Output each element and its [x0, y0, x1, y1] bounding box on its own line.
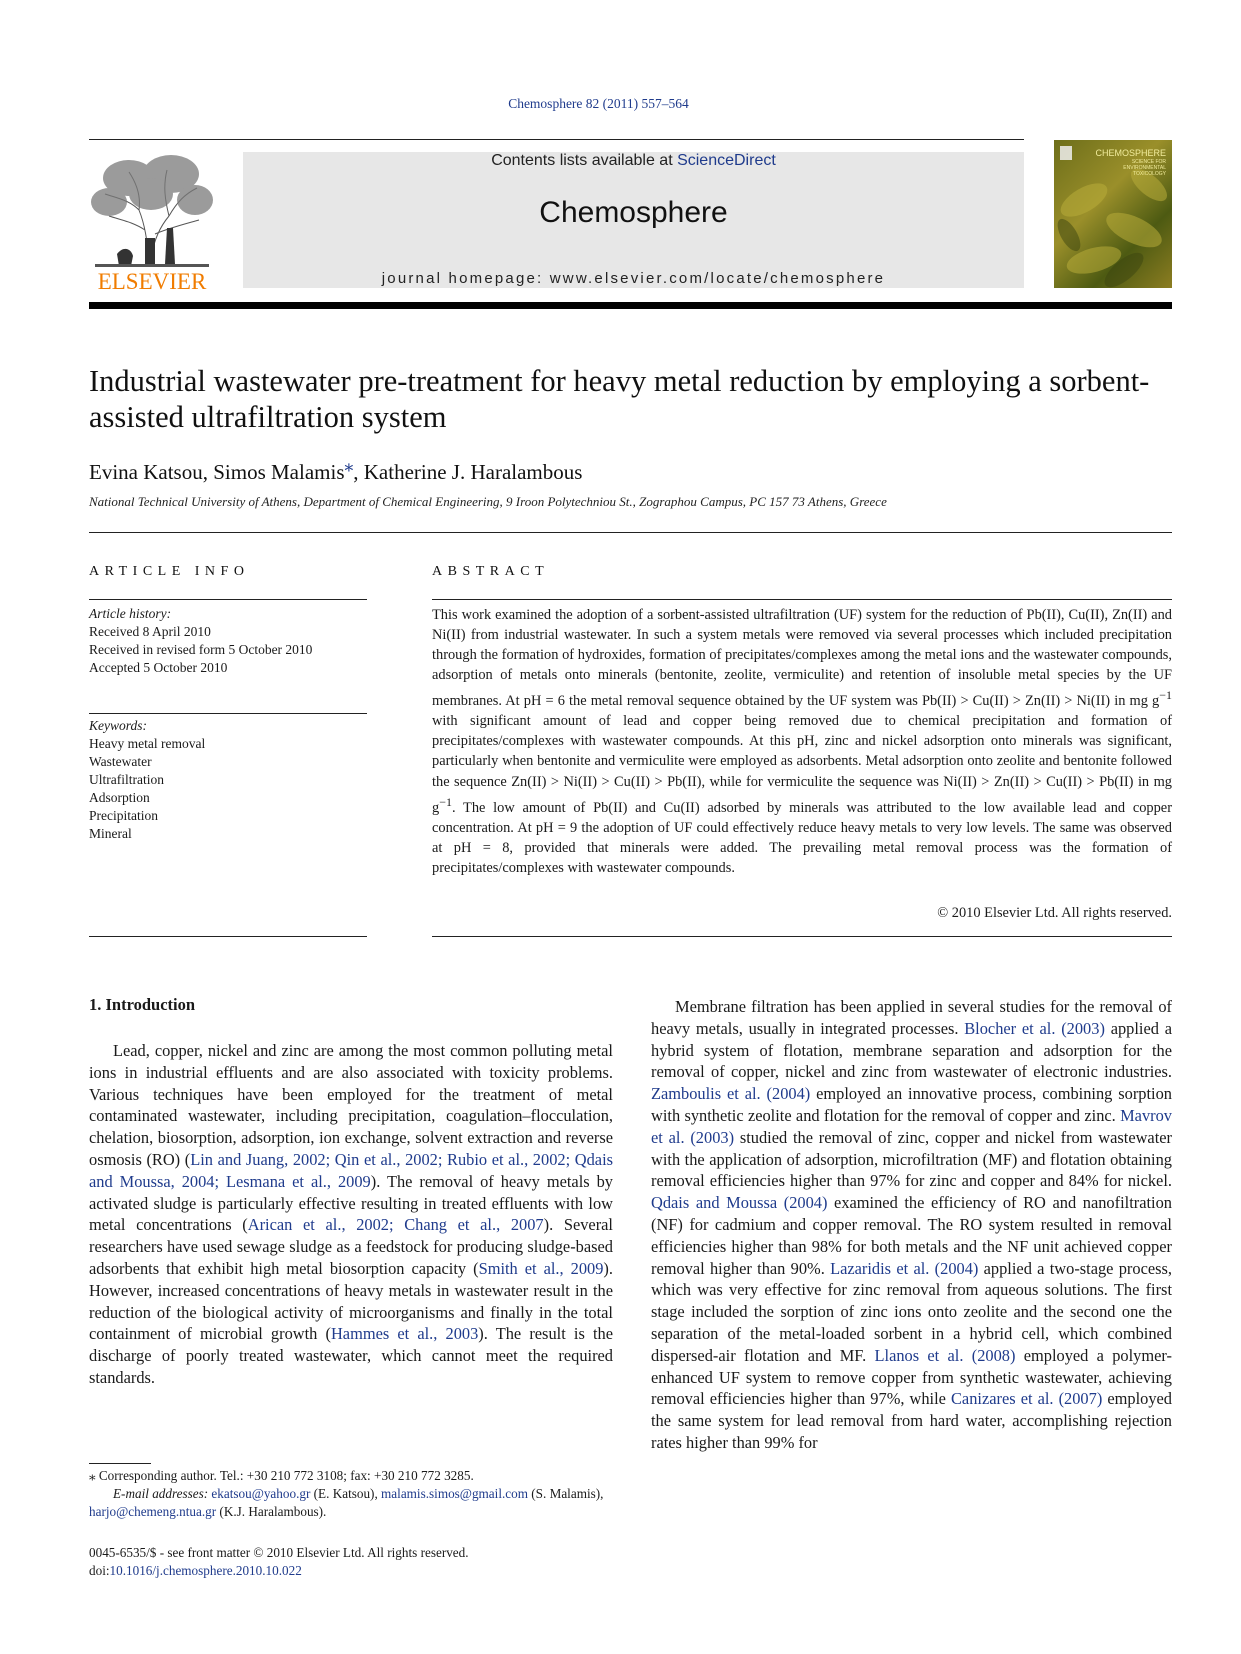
header-rule — [89, 139, 1024, 140]
keyword-item: Heavy metal removal — [89, 736, 206, 751]
author-list — [89, 455, 582, 485]
journal-name[interactable]: Chemosphere — [539, 196, 728, 229]
citation-link[interactable]: Lin and Juang, 2002; Qin et al., 2002; Rubio et al., 2002; Qdais and Moussa, 2004; Lesmana et al., 2009 — [89, 1149, 614, 1191]
footnote-mark: ⁎ — [89, 1468, 96, 1483]
intro-paragraph-1 — [89, 1040, 613, 1389]
section-heading-introduction: 1. Introduction — [89, 995, 196, 1014]
doi-label: doi: — [89, 1563, 110, 1578]
contents-prefix: Contents lists available at — [491, 152, 678, 169]
abstract-heading: ABSTRACT — [432, 564, 550, 579]
body-text: applied a two-stage process, which was very effective for zinc removal from aqueous solutions. The first stage included the sorption of zinc ions onto zeolite and the second one the separation of the metal-loaded sorbent in a hybrid cell, which combined dispersed-air flotation and MF. — [651, 1258, 1172, 1365]
journal-cover-image[interactable] — [1054, 140, 1172, 288]
issn-line: 0045-6535/$ - see front matter © 2010 Elsevier Ltd. All rights reserved. — [89, 1545, 469, 1560]
revised-date: Received in revised form 5 October 2010 — [89, 642, 313, 657]
article-info-heading: ARTICLE INFO — [89, 564, 250, 579]
doi-line — [89, 1562, 469, 1580]
email-link[interactable]: harjo@chemeng.ntua.gr — [89, 1504, 217, 1519]
email-addresses — [89, 1485, 613, 1521]
journal-homepage[interactable]: journal homepage: www.elsevier.com/locate/chemosphere — [381, 270, 886, 287]
author-malamis: Simos Malamis — [213, 460, 345, 484]
abstract-copyright: © 2010 Elsevier Ltd. All rights reserved. — [937, 905, 1172, 921]
sciencedirect-link[interactable]: ScienceDirect — [677, 152, 776, 169]
header-thick-rule — [89, 302, 1172, 309]
doi-link[interactable]: 10.1016/j.chemosphere.2010.10.022 — [109, 1563, 302, 1578]
footnote-rule — [89, 1463, 151, 1464]
front-matter — [89, 1544, 469, 1580]
keyword-item: Wastewater — [89, 754, 152, 769]
abstract-rule — [432, 599, 1172, 600]
abstract-text — [432, 605, 1172, 878]
citation-link[interactable]: Arican et al., 2002; Chang et al., 2007 — [247, 1215, 544, 1235]
body-text: employed a polymer-enhanced UF system to remove copper from synthetic wastewater, achieving removal efficiencies higher than 97%, while — [651, 1345, 1172, 1409]
keywords-label: Keywords: — [89, 718, 147, 733]
abstract-bottom-rule — [432, 936, 1172, 937]
cover-subtitle: SCIENCE FOR ENVIRONMENTAL TOXICOLOGY — [1123, 159, 1166, 177]
elsevier-tree-icon — [89, 150, 215, 292]
contents-availability — [243, 152, 1024, 170]
body-text: ). Several researchers have used sewage sludge as a feedstock for producing sludge-based adsorbents that exhibit high metal biosorption capacity ( — [89, 1215, 613, 1278]
body-text: ). The result is the discharge of poorly treated wastewater, which cannot meet the required standards. — [89, 1324, 613, 1387]
abstract-superscript: −1 — [1159, 688, 1172, 703]
article-history — [89, 605, 367, 677]
body-text: employed the same system for lead removal from hard water, accomplishing rejection rates higher than 99% for — [651, 1389, 1172, 1452]
citation-link[interactable]: Blocher et al. (2003) — [964, 1018, 1105, 1038]
body-text: Membrane filtration has been applied in several studies for the removal of heavy metals, usually in integrated processes. — [651, 997, 1172, 1038]
email-owner: (E. Katsou), — [310, 1486, 382, 1501]
body-text: studied the removal of zinc, copper and nickel from wastewater with the application of adsorption, microfiltration (MF) and flotation obtaining removal efficiencies higher than 97% for zinc and copper and 84% for nickel. — [651, 1127, 1172, 1191]
article-title: Industrial wastewater pre-treatment for heavy metal reduction by employing a sorbent-assisted ultrafiltration system — [89, 364, 1150, 434]
journal-banner — [243, 152, 1024, 288]
intro-paragraph-2 — [651, 996, 1172, 1454]
keywords-rule — [89, 713, 367, 714]
history-label: Article history: — [89, 606, 172, 621]
corresponding-author-mark[interactable]: ⁎ — [344, 455, 354, 475]
affiliation-rule — [89, 532, 1172, 533]
keywords-block — [89, 717, 367, 843]
citation-link[interactable]: Canizares et al. (2007) — [951, 1389, 1103, 1409]
keyword-item: Adsorption — [89, 790, 150, 805]
email-link[interactable]: malamis.simos@gmail.com — [381, 1486, 528, 1501]
citation-link[interactable]: Hammes et al., 2003 — [330, 1324, 479, 1344]
body-text: examined the efficiency of RO and nanofiltration (NF) for cadmium and copper removal. The RO system resulted in removal efficiencies higher than 98% for both metals and the NF unit achieved copper removal higher than 90%. — [651, 1193, 1172, 1278]
accepted-date: Accepted 5 October 2010 — [89, 660, 228, 675]
email-owner: (S. Malamis), — [527, 1486, 604, 1501]
abstract-part: with significant amount of lead and copper being removed due to chemical precipitation and formation of precipitates/complexes with wastewater compounds. At this pH, zinc and nickel adsorption onto minerals was significant, particularly when bentonite and vermiculite were employed as adsorbents. Metal adsorption onto zeolite and bentonite followed the sequence Zn(II) > Ni(II) > Cu(II) > Pb(II), while for vermiculite the sequence was Ni(II) > Zn(II) > Cu(II) > Pb(II) in mg g — [432, 713, 1172, 816]
received-date: Received 8 April 2010 — [89, 624, 211, 639]
article-info-bottom-rule — [89, 936, 367, 937]
abstract-part: This work examined the adoption of a sorbent-assisted ultrafiltration (UF) system for the reduction of Pb(II), Cu(II), Zn(II) and Ni(II) from industrial wastewater. In such a system metals were removed via several processes which included precipitation through the formation of hydroxides, formation of precipitates/complexes among the metal ions and the wastewater compounds, adsorption of metals onto minerals (bentonite, zeolite, vermiculite) and retention of insoluble metal species by the UF membranes. At pH = 6 the metal removal sequence obtained by the UF system was Pb(II) > Cu(II) > Zn(II) > Ni(II) in mg g — [432, 607, 1172, 710]
footnote — [89, 1467, 613, 1521]
citation-link[interactable]: Llanos et al. (2008) — [874, 1345, 1016, 1365]
body-text: ). However, increased concentrations of heavy metals in wastewater result in the reduction of the biological activity of microorganisms and finally in the total containment of microbial growth ( — [89, 1258, 613, 1344]
body-text: ). The removal of heavy metals by activated sludge is particularly effective resulting in treated effluents with low metal concentrations ( — [89, 1171, 613, 1235]
citation-link[interactable]: Mavrov et al. (2003) — [651, 1105, 1172, 1147]
journal-citation[interactable]: Chemosphere 82 (2011) 557–564 — [508, 96, 689, 111]
keyword-item: Ultrafiltration — [89, 772, 164, 787]
corresponding-author-note — [89, 1467, 613, 1485]
corresponding-author-contact: Corresponding author. Tel.: +30 210 772 3108; fax: +30 210 772 3285. — [95, 1468, 474, 1483]
keyword-item: Mineral — [89, 826, 132, 841]
article-info-rule — [89, 599, 367, 600]
logo-wordmark: ELSEVIER — [97, 269, 207, 292]
citation-link[interactable]: Qdais and Moussa (2004) — [651, 1193, 828, 1213]
email-owner: (K.J. Haralambous). — [216, 1504, 327, 1519]
body-text: Lead, copper, nickel and zinc are among the most common polluting metal ions in industrial effluents and are also associated with toxicity problems. Various techniques have been employed for the treatment of metal contaminated wastewater, including precipitation, coagulation–flocculation, chelation, biosorption, adsorption, ion exchange, solvent extraction and reverse osmosis (RO) ( — [89, 1041, 613, 1169]
email-link[interactable]: ekatsou@yahoo.gr — [211, 1486, 311, 1501]
citation-link[interactable]: Zamboulis et al. (2004) — [651, 1084, 811, 1104]
author-katsou: Evina Katsou, — [89, 460, 214, 484]
cover-title: CHEMOSPHERE — [1095, 148, 1166, 158]
abstract-superscript: −1 — [439, 794, 452, 809]
body-text: employed an innovative process, combining sorption with synthetic zeolite and flotation for the removal of copper and zinc. — [651, 1084, 1172, 1125]
abstract-part: . The low amount of Pb(II) and Cu(II) adsorbed by minerals was attributed to the low available lead and copper concentration. At pH = 9 the adoption of UF could effectively reduce heavy metals to very low levels. The same was observed at pH = 8, provided that minerals were added. The prevailing metal removal process was the formation of precipitates/complexes with wastewater compounds. — [432, 799, 1172, 876]
citation-link[interactable]: Smith et al., 2009 — [478, 1258, 604, 1278]
keyword-item: Precipitation — [89, 808, 158, 823]
author-haralambous: , Katherine J. Haralambous — [353, 460, 583, 484]
elsevier-logo[interactable] — [89, 150, 215, 292]
email-label: E-mail addresses: — [113, 1486, 209, 1501]
body-text: applied a hybrid system of flotation, membrane separation and adsorption for the removal of copper, nickel and zinc from wastewater of electronic industries. — [651, 1018, 1172, 1082]
affiliation: National Technical University of Athens, Department of Chemical Engineering, 9 Iroon Polytechniou St., Zographou Campus, PC 157 73 Athens, Greece — [89, 494, 887, 509]
citation-link[interactable]: Lazaridis et al. (2004) — [830, 1258, 979, 1278]
